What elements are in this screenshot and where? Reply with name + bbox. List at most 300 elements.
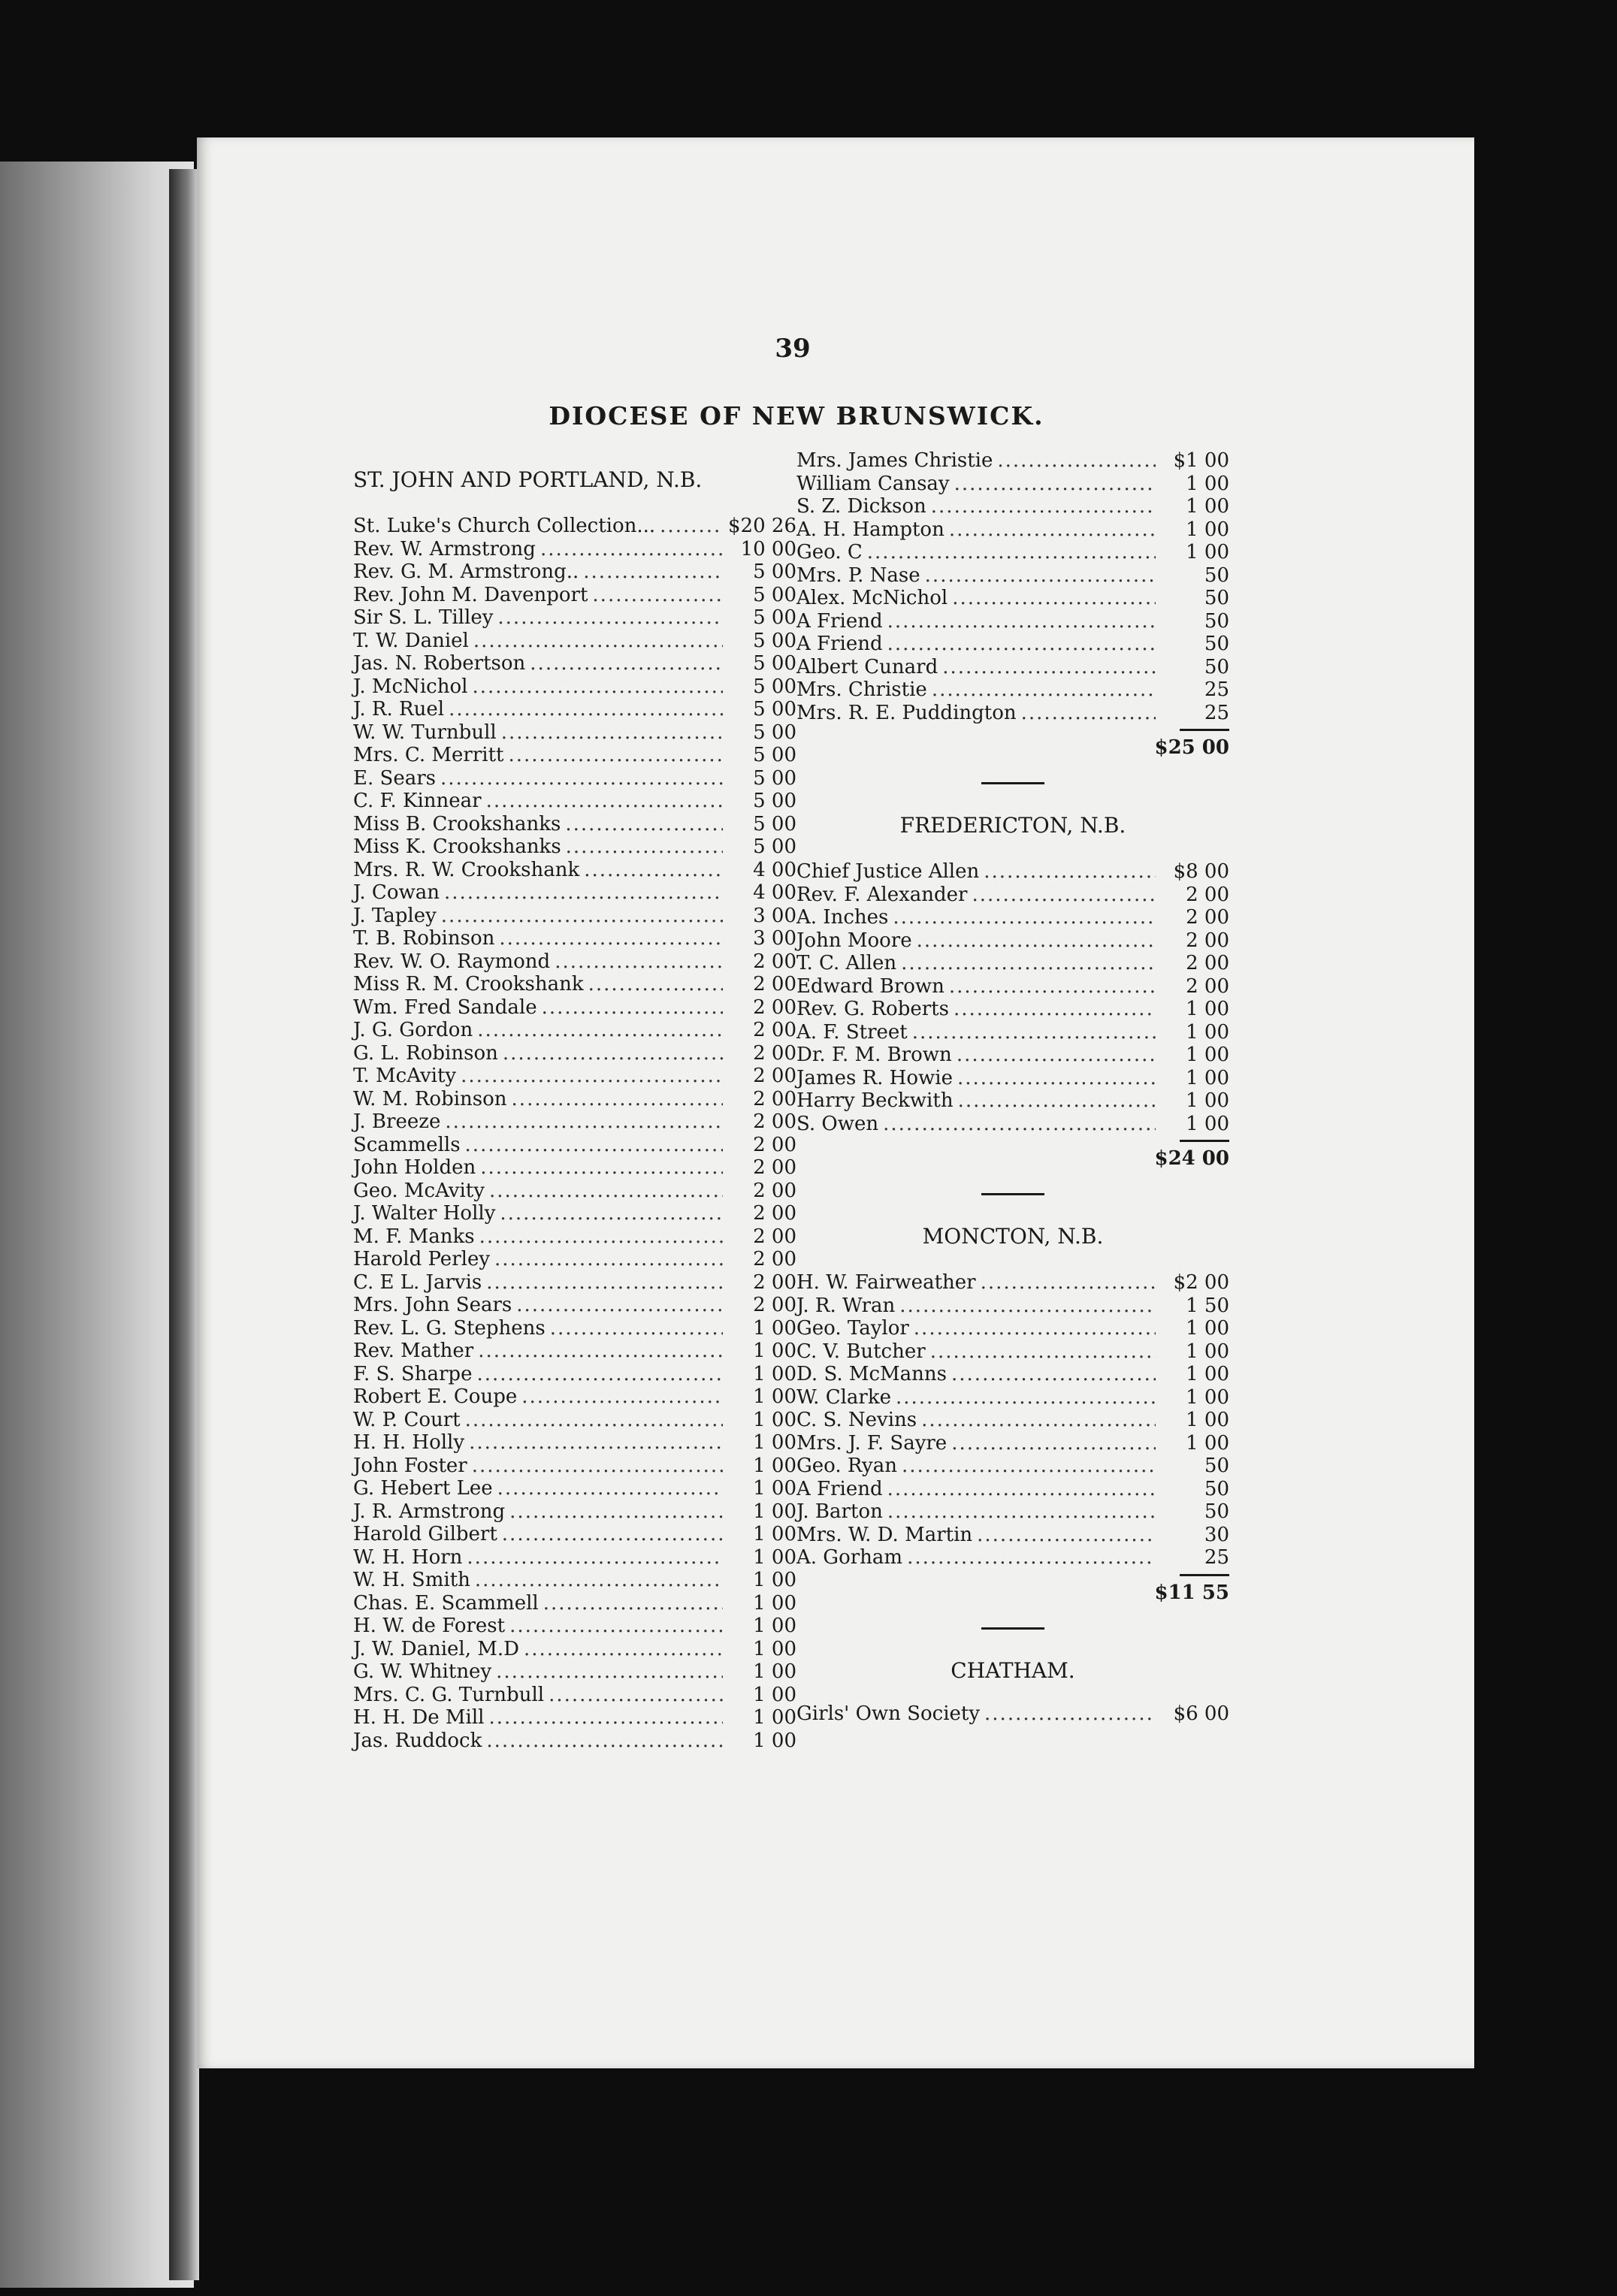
list-item bbox=[353, 1431, 796, 1455]
leader-dots bbox=[486, 1730, 723, 1753]
list-item bbox=[353, 1156, 796, 1180]
list-item bbox=[353, 1294, 796, 1317]
leader-dots bbox=[896, 1386, 1156, 1409]
contributor-name: G. W. Whitney bbox=[353, 1660, 492, 1683]
list-item bbox=[796, 1295, 1229, 1318]
contributor-name: William Cansay bbox=[796, 472, 950, 495]
amount: 50 bbox=[1204, 1500, 1229, 1523]
moncton-total: $11 55 bbox=[1154, 1581, 1229, 1604]
amount: 2 00 bbox=[753, 1202, 796, 1225]
contributor-name: Scammells bbox=[353, 1133, 461, 1156]
section-heading-chatham: CHATHAM. bbox=[951, 1657, 1075, 1683]
leader-dots bbox=[901, 952, 1156, 975]
list-item bbox=[796, 1089, 1229, 1113]
contributor-name: Mrs. C. G. Turnbull bbox=[353, 1683, 545, 1706]
contributor-name: Miss K. Crookshanks bbox=[353, 835, 561, 858]
list-item bbox=[353, 1546, 796, 1569]
amount: 1 00 bbox=[1186, 1020, 1229, 1044]
leader-dots bbox=[509, 1615, 723, 1638]
total-rule bbox=[1180, 1574, 1229, 1576]
leader-dots bbox=[555, 950, 723, 974]
contributor-name: J. McNichol bbox=[353, 675, 468, 698]
list-item bbox=[353, 1730, 796, 1753]
leader-dots bbox=[1021, 702, 1156, 725]
contributor-name: W. H. Smith bbox=[353, 1569, 470, 1591]
contributor-name: M. F. Manks bbox=[353, 1225, 475, 1248]
amount: 2 00 bbox=[753, 1065, 796, 1087]
list-item bbox=[353, 1110, 796, 1134]
left-column bbox=[353, 467, 796, 1752]
amount: 1 00 bbox=[753, 1660, 796, 1683]
list-item bbox=[353, 1340, 796, 1363]
list-item bbox=[353, 1638, 796, 1661]
contributor-name: Rev. W. Armstrong bbox=[353, 537, 536, 560]
list-item bbox=[353, 950, 796, 974]
contributor-name: Mrs. Christie bbox=[796, 678, 927, 701]
contributor-name: Rev. John M. Davenport bbox=[353, 583, 588, 606]
leader-dots bbox=[997, 449, 1156, 473]
leader-dots bbox=[951, 1432, 1156, 1455]
contributor-name: A Friend bbox=[796, 609, 883, 633]
contributor-name: Wm. Fred Sandale bbox=[353, 995, 537, 1019]
leader-dots bbox=[958, 1089, 1156, 1113]
leader-dots bbox=[932, 678, 1156, 702]
leader-dots bbox=[981, 1271, 1156, 1295]
list-item bbox=[353, 905, 796, 928]
amount: 5 00 bbox=[753, 629, 796, 652]
list-item bbox=[353, 1385, 796, 1409]
contributor-name: Harold Perley bbox=[353, 1248, 491, 1270]
leader-dots bbox=[930, 1340, 1156, 1364]
leader-dots bbox=[584, 859, 723, 882]
amount: 50 bbox=[1204, 633, 1229, 655]
list-item bbox=[353, 538, 796, 561]
contributor-name: J. G. Gordon bbox=[353, 1019, 473, 1041]
leader-dots bbox=[486, 1271, 723, 1295]
contributor-name: Rev. G. Roberts bbox=[796, 998, 949, 1020]
chatham-list bbox=[796, 1702, 1229, 1726]
amount: 1 00 bbox=[1186, 998, 1229, 1020]
amount: 5 00 bbox=[753, 675, 796, 698]
leader-dots bbox=[883, 1113, 1156, 1136]
list-item bbox=[353, 1523, 796, 1546]
amount: $8 00 bbox=[1173, 860, 1229, 883]
list-item bbox=[353, 973, 796, 996]
amount: 1 00 bbox=[753, 1683, 796, 1706]
list-item bbox=[353, 767, 796, 790]
list-item bbox=[796, 1546, 1229, 1569]
amount: 1 00 bbox=[1186, 1409, 1229, 1431]
contributor-name: John Foster bbox=[353, 1454, 467, 1477]
leader-dots bbox=[461, 1065, 723, 1088]
contributor-name: Sir S. L. Tilley bbox=[353, 606, 494, 629]
leader-dots bbox=[503, 1042, 723, 1065]
list-item bbox=[353, 881, 796, 905]
leader-dots bbox=[984, 860, 1156, 884]
list-item bbox=[353, 630, 796, 653]
page-title: DIOCESE OF NEW BRUNSWICK. bbox=[549, 401, 1044, 430]
leader-dots bbox=[516, 1294, 723, 1317]
list-item bbox=[353, 1019, 796, 1042]
contributor-name: T. W. Daniel bbox=[353, 629, 469, 652]
leader-dots bbox=[477, 1019, 723, 1042]
leader-dots bbox=[486, 790, 723, 813]
contributor-name: E. Sears bbox=[353, 766, 436, 790]
leader-dots bbox=[494, 1248, 723, 1271]
list-item bbox=[353, 1615, 796, 1638]
amount: 5 00 bbox=[753, 766, 796, 790]
amount: 2 00 bbox=[753, 973, 796, 995]
leader-dots bbox=[954, 473, 1156, 496]
list-item bbox=[353, 1477, 796, 1500]
leader-dots bbox=[509, 1500, 723, 1524]
list-item bbox=[796, 1432, 1229, 1455]
list-item bbox=[796, 1524, 1229, 1547]
amount: 2 00 bbox=[753, 1156, 796, 1179]
amount: 5 00 bbox=[753, 812, 796, 835]
amount: 2 00 bbox=[1186, 952, 1229, 974]
contributor-name: Geo. McAvity bbox=[353, 1179, 485, 1202]
leader-dots bbox=[480, 1156, 723, 1180]
list-item bbox=[353, 652, 796, 675]
leader-dots bbox=[512, 1088, 723, 1111]
list-item bbox=[353, 1409, 796, 1432]
contributor-name: J. Walter Holly bbox=[353, 1202, 496, 1225]
contributor-name: J. Barton bbox=[796, 1500, 883, 1523]
contributor-name: W. P. Court bbox=[353, 1408, 461, 1431]
amount: 2 00 bbox=[753, 1087, 796, 1110]
amount: 1 00 bbox=[1186, 1340, 1229, 1363]
list-item bbox=[353, 560, 796, 584]
contributor-name: H. H. De Mill bbox=[353, 1706, 485, 1729]
leader-dots bbox=[479, 1225, 723, 1249]
amount: 5 00 bbox=[753, 698, 796, 721]
leader-dots bbox=[489, 1180, 723, 1203]
contributor-name: C. V. Butcher bbox=[796, 1340, 926, 1363]
list-item bbox=[353, 744, 796, 767]
contributor-name: Geo. Ryan bbox=[796, 1455, 897, 1477]
amount: 50 bbox=[1204, 1455, 1229, 1477]
list-item bbox=[796, 1455, 1229, 1478]
amount: 1 00 bbox=[1186, 1317, 1229, 1340]
leader-dots bbox=[957, 1067, 1156, 1090]
contributor-name: Rev. G. M. Armstrong.. bbox=[353, 560, 579, 583]
list-item bbox=[353, 675, 796, 699]
amount: 25 bbox=[1204, 678, 1229, 701]
leader-dots bbox=[478, 1340, 723, 1363]
amount: 1 00 bbox=[1186, 495, 1229, 518]
contributor-name: Rev. F. Alexander bbox=[796, 883, 968, 906]
contributor-name: J. W. Daniel, M.D bbox=[353, 1637, 520, 1660]
leader-dots bbox=[524, 1638, 723, 1661]
amount: 5 00 bbox=[753, 744, 796, 766]
amount: 1 00 bbox=[1186, 1112, 1229, 1135]
leader-dots bbox=[473, 630, 723, 653]
contributor-name: F. S. Sharpe bbox=[353, 1362, 473, 1385]
leader-dots bbox=[887, 1500, 1156, 1524]
amount: 50 bbox=[1204, 563, 1229, 587]
section-heading-fredericton: FREDERICTON, N.B. bbox=[899, 813, 1126, 838]
contributor-name: C. F. Kinnear bbox=[353, 790, 482, 812]
list-item bbox=[353, 1202, 796, 1225]
leader-dots bbox=[475, 1569, 723, 1592]
leader-dots bbox=[472, 675, 723, 699]
fredericton-total: $24 00 bbox=[1154, 1147, 1229, 1170]
list-item bbox=[353, 1455, 796, 1478]
amount: 1 00 bbox=[1186, 1431, 1229, 1455]
contributor-name: S. Owen bbox=[796, 1112, 879, 1135]
list-item bbox=[796, 610, 1229, 633]
leader-dots bbox=[540, 538, 723, 561]
amount: 2 00 bbox=[1186, 906, 1229, 929]
contributor-name: T. C. Allen bbox=[796, 952, 897, 974]
contributor-name: Rev. L. G. Stephens bbox=[353, 1316, 546, 1340]
amount: 5 00 bbox=[753, 583, 796, 606]
contributor-name: Mrs. W. D. Martin bbox=[796, 1523, 973, 1546]
leader-dots bbox=[467, 1546, 723, 1569]
list-item bbox=[796, 449, 1229, 473]
leader-dots bbox=[501, 721, 723, 745]
amount: 5 00 bbox=[753, 606, 796, 629]
contributor-name: Mrs. C. Merritt bbox=[353, 744, 504, 766]
amount: 3 00 bbox=[753, 904, 796, 927]
list-item bbox=[353, 1569, 796, 1592]
list-item bbox=[353, 1088, 796, 1111]
list-item bbox=[353, 1317, 796, 1340]
contributor-name: J. Breeze bbox=[353, 1110, 441, 1133]
list-item bbox=[353, 1271, 796, 1295]
contributor-name: Edward Brown bbox=[796, 974, 945, 998]
amount: 2 00 bbox=[753, 995, 796, 1019]
list-item bbox=[796, 1271, 1229, 1295]
contributor-name: J. R. Ruel bbox=[353, 698, 445, 721]
leader-dots bbox=[497, 606, 723, 630]
contributor-name: H. H. Holly bbox=[353, 1431, 465, 1454]
leader-dots bbox=[496, 1660, 723, 1684]
leader-dots bbox=[565, 813, 723, 836]
leader-dots bbox=[957, 1044, 1156, 1067]
leader-dots bbox=[954, 998, 1156, 1021]
leader-dots bbox=[444, 881, 723, 905]
amount: 50 bbox=[1204, 587, 1229, 609]
list-item bbox=[353, 835, 796, 859]
amount: 1 00 bbox=[753, 1523, 796, 1545]
list-item bbox=[796, 495, 1229, 518]
contributor-name: John Holden bbox=[353, 1156, 476, 1179]
list-item bbox=[353, 927, 796, 950]
contributor-name: H. W. de Forest bbox=[353, 1615, 506, 1637]
amount: 2 00 bbox=[1186, 883, 1229, 906]
list-item bbox=[353, 584, 796, 607]
list-item bbox=[796, 1702, 1229, 1726]
list-item bbox=[796, 1340, 1229, 1364]
contributor-name: Robert E. Coupe bbox=[353, 1385, 518, 1408]
leader-dots bbox=[465, 1409, 723, 1432]
amount: 1 00 bbox=[753, 1362, 796, 1385]
list-item bbox=[796, 633, 1229, 656]
leader-dots bbox=[500, 1202, 723, 1225]
leader-dots bbox=[949, 518, 1156, 542]
amount: 1 00 bbox=[1186, 472, 1229, 495]
contributor-name: Mrs. J. F. Sayre bbox=[796, 1431, 948, 1455]
amount: 1 00 bbox=[753, 1591, 796, 1615]
total-rule bbox=[1180, 1140, 1229, 1142]
amount: 1 00 bbox=[753, 1545, 796, 1569]
fredericton-list bbox=[796, 860, 1229, 1135]
contributor-name: A. H. Hampton bbox=[796, 518, 945, 541]
leader-dots bbox=[476, 1363, 723, 1386]
contributor-name: J. R. Armstrong bbox=[353, 1500, 506, 1523]
amount: 1 00 bbox=[753, 1706, 796, 1729]
amount: 1 00 bbox=[753, 1408, 796, 1431]
amount: 50 bbox=[1204, 655, 1229, 678]
list-item bbox=[353, 813, 796, 836]
leader-dots bbox=[566, 835, 723, 859]
list-item bbox=[353, 606, 796, 630]
contributor-name: A Friend bbox=[796, 1477, 883, 1500]
contributor-name: Albert Cunard bbox=[796, 655, 938, 678]
contributor-name: G. Hebert Lee bbox=[353, 1477, 493, 1500]
amount: 1 00 bbox=[753, 1615, 796, 1637]
list-item bbox=[796, 1409, 1229, 1432]
leader-dots bbox=[951, 1363, 1156, 1386]
amount: 25 bbox=[1204, 701, 1229, 724]
amount: 2 00 bbox=[753, 1179, 796, 1202]
amount: 1 00 bbox=[753, 1431, 796, 1454]
contributor-name: Jas. N. Robertson bbox=[353, 652, 526, 675]
leader-dots bbox=[925, 564, 1156, 588]
leader-dots bbox=[887, 610, 1156, 633]
contributor-name: Harry Beckwith bbox=[796, 1089, 954, 1112]
amount: 1 00 bbox=[753, 1637, 796, 1660]
leader-dots bbox=[912, 1021, 1156, 1044]
amount: 1 00 bbox=[1186, 1066, 1229, 1089]
amount: 2 00 bbox=[1186, 929, 1229, 952]
leader-dots bbox=[942, 656, 1156, 679]
contributor-name: Miss B. Crookshanks bbox=[353, 812, 561, 835]
contributor-name: St. Luke's Church Collection... bbox=[353, 515, 656, 537]
amount: 1 00 bbox=[1186, 518, 1229, 541]
contributor-name: Mrs. R. E. Puddington bbox=[796, 701, 1017, 724]
amount: 2 00 bbox=[753, 1019, 796, 1041]
amount: $2 00 bbox=[1173, 1271, 1229, 1294]
section-heading-st-john: ST. JOHN AND PORTLAND, N.B. bbox=[353, 467, 703, 492]
leader-dots bbox=[530, 652, 723, 675]
leader-dots bbox=[550, 1317, 723, 1340]
contributor-name: C. S. Nevins bbox=[796, 1409, 917, 1431]
leader-dots bbox=[465, 1134, 723, 1157]
leader-dots bbox=[887, 633, 1156, 656]
list-item bbox=[353, 1363, 796, 1386]
contributor-name: Girls' Own Society bbox=[796, 1702, 981, 1725]
facing-page-edge bbox=[0, 162, 194, 2288]
contributor-name: D. S. McManns bbox=[796, 1363, 948, 1385]
leader-dots bbox=[488, 1706, 723, 1730]
list-item bbox=[796, 1500, 1229, 1524]
list-item bbox=[796, 1317, 1229, 1340]
amount: 1 00 bbox=[1186, 1385, 1229, 1409]
total-rule bbox=[1180, 729, 1229, 731]
list-item bbox=[353, 1065, 796, 1088]
contributor-name: J. Tapley bbox=[353, 904, 437, 927]
amount: 5 00 bbox=[753, 835, 796, 858]
amount: $20 26 bbox=[728, 515, 796, 537]
contributor-name: Alex. McNichol bbox=[796, 587, 948, 609]
contributor-name: Geo. Taylor bbox=[796, 1317, 909, 1340]
leader-dots bbox=[521, 1385, 723, 1409]
amount: 2 00 bbox=[753, 1041, 796, 1065]
leader-dots bbox=[472, 1455, 723, 1478]
list-item bbox=[796, 860, 1229, 884]
list-item bbox=[796, 906, 1229, 929]
section-separator bbox=[981, 1627, 1044, 1630]
contributor-name: Miss R. M. Crookshank bbox=[353, 973, 584, 995]
list-item bbox=[353, 1706, 796, 1730]
amount: 50 bbox=[1204, 1477, 1229, 1500]
list-item bbox=[353, 721, 796, 745]
contributor-name: Rev. Mather bbox=[353, 1340, 474, 1362]
leader-dots bbox=[592, 584, 723, 607]
amount: 2 00 bbox=[753, 1248, 796, 1270]
leader-dots bbox=[440, 767, 723, 790]
section-separator bbox=[981, 782, 1044, 784]
amount: 5 00 bbox=[753, 560, 796, 583]
leader-dots bbox=[542, 996, 723, 1020]
leader-dots bbox=[497, 1477, 723, 1500]
amount: 3 00 bbox=[753, 927, 796, 950]
amount: 1 00 bbox=[753, 1316, 796, 1340]
contributor-name: Harold Gilbert bbox=[353, 1523, 497, 1545]
leader-dots bbox=[509, 744, 724, 767]
amount: 2 00 bbox=[753, 1110, 796, 1133]
amount: 1 00 bbox=[753, 1500, 796, 1523]
amount: 1 00 bbox=[753, 1729, 796, 1752]
contributor-name: Geo. C bbox=[796, 541, 863, 563]
contributor-name: S. Z. Dickson bbox=[796, 495, 926, 518]
contributor-name: W. M. Robinson bbox=[353, 1087, 507, 1110]
leader-dots bbox=[469, 1431, 723, 1455]
contributor-name: W. H. Horn bbox=[353, 1545, 463, 1569]
contributor-name: H. W. Fairweather bbox=[796, 1271, 976, 1294]
contributor-name: W. Clarke bbox=[796, 1385, 891, 1409]
contributor-name: A Friend bbox=[796, 633, 883, 655]
list-item bbox=[796, 1478, 1229, 1501]
amount: 5 00 bbox=[753, 721, 796, 744]
leader-dots bbox=[949, 975, 1156, 998]
leader-dots bbox=[867, 541, 1156, 564]
list-item bbox=[353, 996, 796, 1020]
amount: 2 00 bbox=[753, 1225, 796, 1248]
leader-dots bbox=[588, 973, 723, 996]
list-item bbox=[353, 1248, 796, 1271]
leader-dots bbox=[899, 1295, 1156, 1318]
leader-dots bbox=[502, 1523, 723, 1546]
amount: 5 00 bbox=[753, 790, 796, 812]
amount: 1 50 bbox=[1186, 1294, 1229, 1317]
leader-dots bbox=[445, 1110, 723, 1134]
list-item bbox=[353, 1134, 796, 1157]
list-item bbox=[796, 541, 1229, 564]
leader-dots bbox=[952, 587, 1156, 610]
list-item bbox=[796, 1044, 1229, 1067]
list-item bbox=[353, 515, 796, 538]
amount: 1 00 bbox=[753, 1569, 796, 1591]
amount: 1 00 bbox=[753, 1477, 796, 1500]
contributor-name: Mrs. James Christie bbox=[796, 449, 993, 472]
amount: 1 00 bbox=[1186, 1363, 1229, 1385]
leader-dots bbox=[893, 906, 1156, 929]
list-item bbox=[796, 1386, 1229, 1409]
